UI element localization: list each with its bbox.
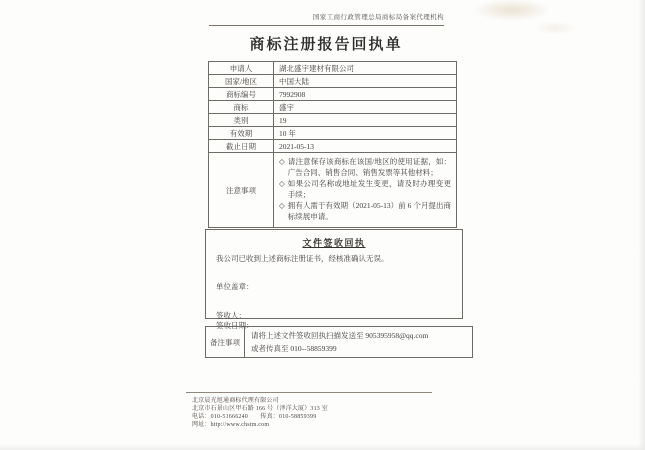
header-agency-note: 国家工商行政管理总局商标局备案代理机构: [209, 13, 444, 26]
remark-value: [245, 327, 473, 358]
row-label: 国家/地区: [209, 75, 274, 88]
sign-date-label: 签收日期：: [216, 321, 254, 330]
note-text: 拥有人需于有效期（2021-05-13）前 6 个月提出商标续展申请。: [287, 201, 451, 221]
document-title: 商标注册报告回执单: [249, 37, 403, 53]
note-item: [279, 201, 451, 222]
table-row: [209, 127, 457, 140]
receipt-confirmation-box: [205, 229, 463, 330]
receipt-title: 文件签收回执: [302, 238, 366, 248]
row-value: 中国大陆: [274, 75, 457, 88]
row-label: 注意事项: [209, 153, 274, 228]
row-value: 10 年: [274, 127, 457, 140]
note-text: 如果公司名称或地址发生变更，请及时办理变更手续；: [287, 179, 451, 199]
row-label: 截止日期: [209, 140, 274, 153]
diamond-bullet-icon: ◇: [279, 179, 285, 188]
remark-table: [205, 326, 473, 358]
row-label: 商标: [209, 101, 274, 114]
row-label: 商标编号: [209, 88, 274, 101]
table-row: [209, 75, 457, 88]
row-value: 19: [274, 114, 457, 127]
table-row-notes: [209, 153, 457, 228]
remark-line2: 或者传真至 010--58859399: [251, 344, 337, 353]
table-row-remark: [206, 327, 473, 358]
trademark-info-table: [208, 61, 457, 228]
footer-divider: [186, 392, 432, 393]
footer-phone-fax: 电话：010-51666240 传真：010-58859399: [192, 414, 317, 420]
diamond-bullet-icon: ◇: [279, 201, 285, 210]
footer-company: 北京晨光旭通商标代理有限公司: [192, 398, 279, 404]
remark-line1: 请将上述文件签收回执扫描发送至 905395958@qq.com: [251, 331, 429, 340]
row-value: 7992908: [274, 88, 457, 101]
note-item: [279, 179, 451, 200]
seal-label: 单位盖章：: [216, 282, 254, 291]
row-value: 2021-05-13: [274, 140, 457, 153]
footer-website: 网址：http://www.chstm.com: [192, 422, 270, 428]
remark-label: 备注事项: [206, 327, 245, 358]
row-value: 盛宇: [274, 101, 457, 114]
table-row: [209, 114, 457, 127]
note-item: [279, 157, 451, 178]
row-label: 申请人: [209, 62, 274, 75]
row-value: 湖北盛宇建材有限公司: [274, 62, 457, 75]
footer-agency-info: [192, 397, 442, 429]
footer-address: 北京市石景山区甲石路 166 号（泽洋大厦）313 室: [192, 406, 328, 412]
signer-label: 签收人：: [216, 311, 246, 320]
table-row: [209, 140, 457, 153]
row-label: 类别: [209, 114, 274, 127]
table-row: [209, 88, 457, 101]
receipt-statement: 我公司已收到上述商标注册证书，经核准确认无误。: [216, 254, 389, 263]
note-text: 请注意保存该商标在该国/地区的使用证据，如：广告合同、销售合同、销售发票等其他材料；: [287, 157, 451, 177]
diamond-bullet-icon: ◇: [279, 157, 285, 166]
notes-cell: [274, 153, 457, 228]
table-row: [209, 101, 457, 114]
row-label: 有效期: [209, 127, 274, 140]
table-row: [209, 62, 457, 75]
